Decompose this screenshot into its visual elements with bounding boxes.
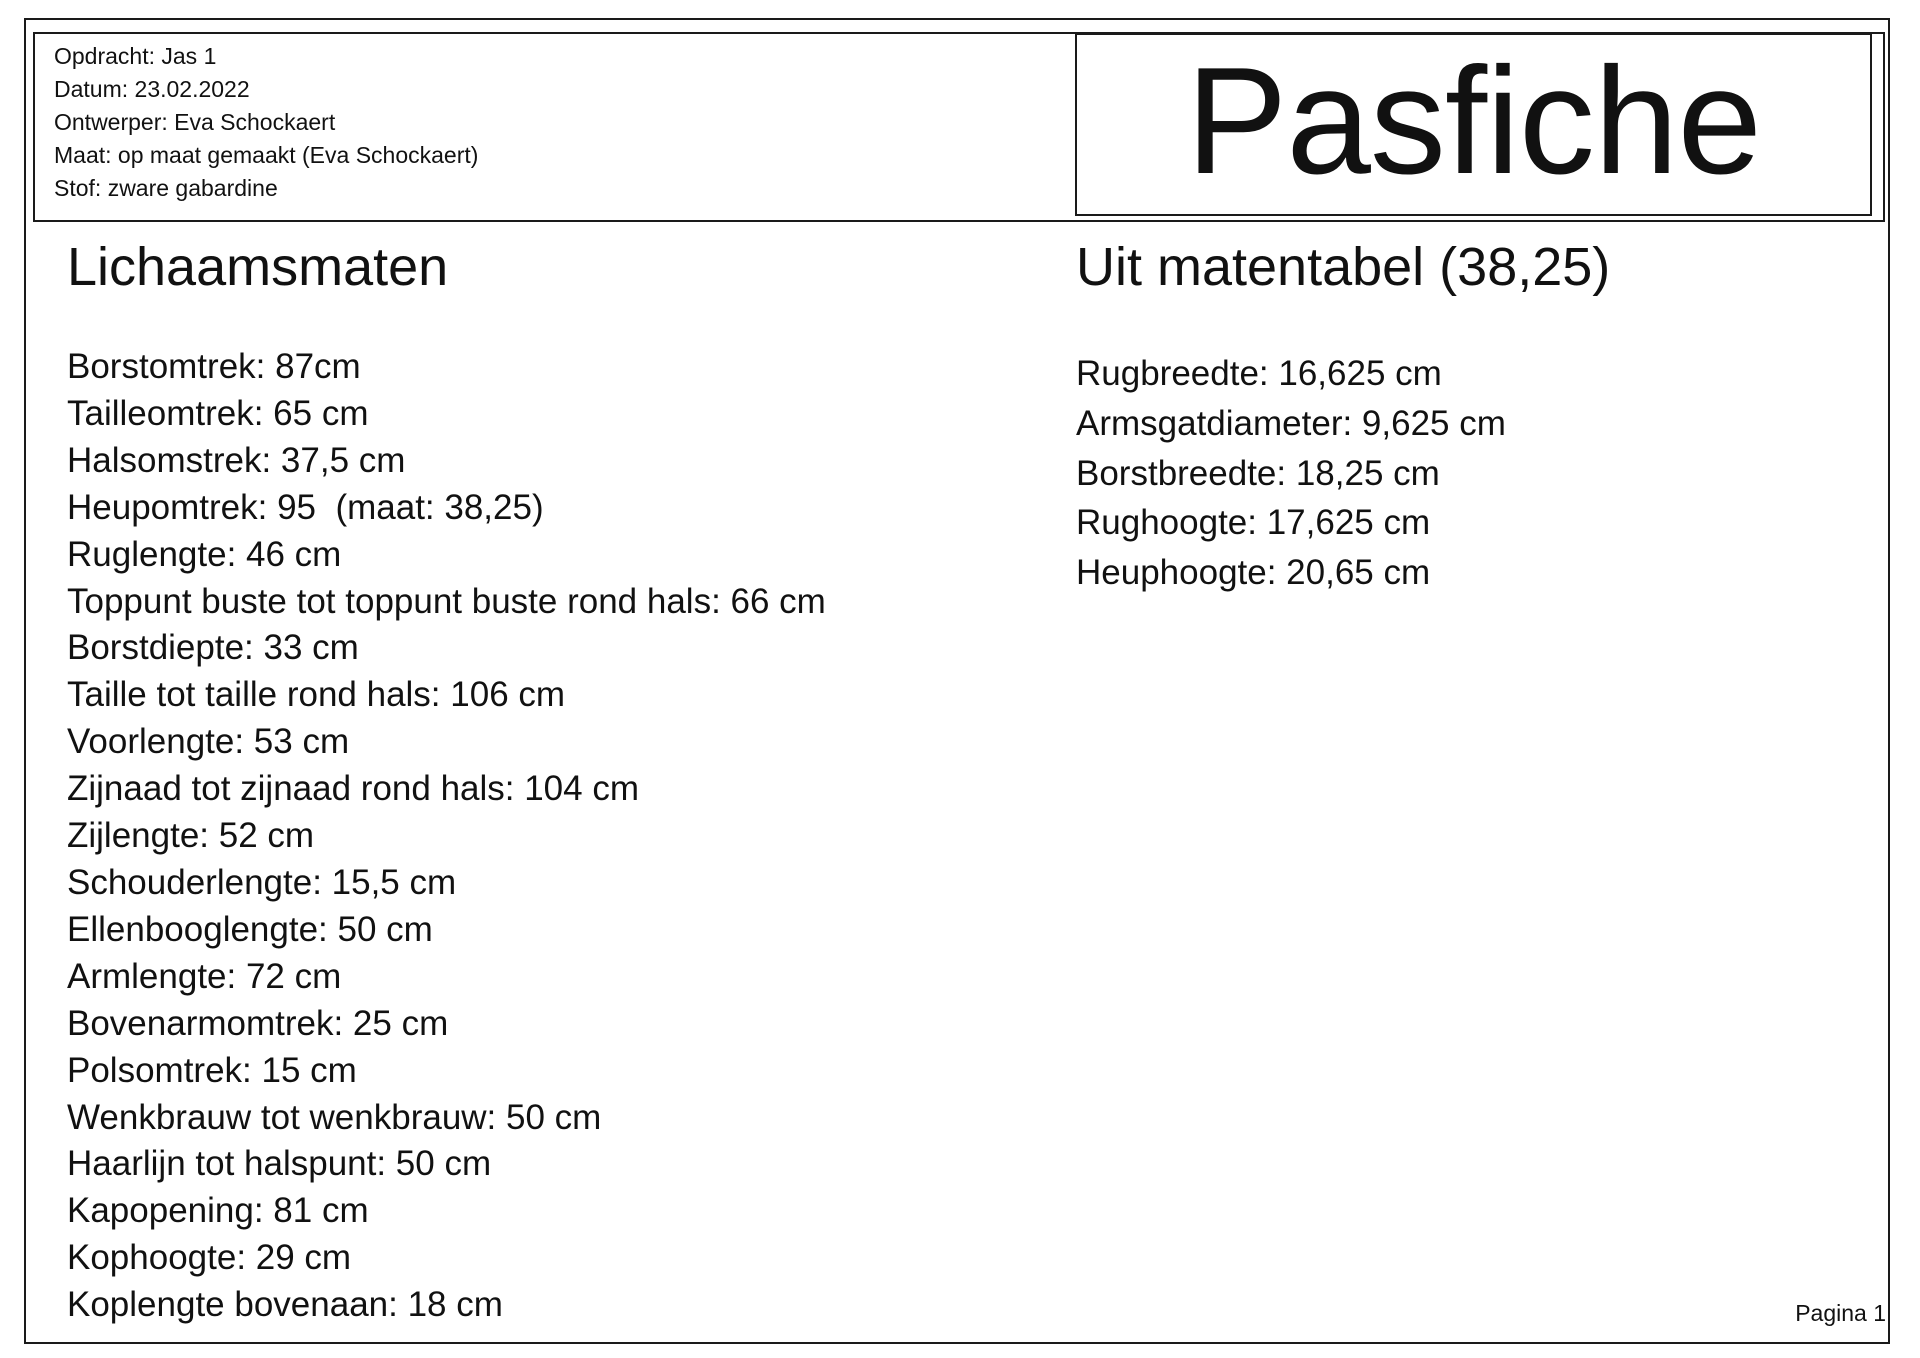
measurement-item: Koplengte bovenaan: 18 cm (67, 1285, 503, 1325)
title-box (1075, 33, 1872, 216)
header-info (54, 40, 478, 205)
page-title: Pasfiche (1186, 35, 1761, 206)
measurement-item: Haarlijn tot halspunt: 50 cm (67, 1144, 492, 1184)
measurement-item: Zijlengte: 52 cm (67, 816, 315, 856)
page-number: Pagina 1 (1795, 1300, 1886, 1326)
size-table-item: Armsgatdiameter: 9,625 cm (1076, 403, 1506, 443)
measurement-item: Bovenarmomtrek: 25 cm (67, 1003, 449, 1043)
measurement-item: Polsomtrek: 15 cm (67, 1050, 357, 1090)
measurement-item: Taille tot taille rond hals: 106 cm (67, 675, 566, 715)
measurement-item: Kophoogte: 29 cm (67, 1238, 352, 1278)
measurement-item: Borstdiepte: 33 cm (67, 628, 359, 668)
date-line: Datum: 23.02.2022 (54, 76, 250, 102)
measurement-item: Toppunt buste tot toppunt buste rond hals: 66 cm (67, 581, 826, 621)
measurement-item: Schouderlengte: 15,5 cm (67, 862, 457, 902)
measurement-item: Kapopening: 81 cm (67, 1191, 369, 1231)
measurement-item: Borstomtrek: 87cm (67, 347, 361, 386)
designer-line: Ontwerper: Eva Schockaert (54, 109, 336, 135)
measurement-item: Halsomstrek: 37,5 cm (67, 440, 406, 480)
measurement-item: Heupomtrek: 95 (maat: 38,25) (67, 487, 544, 527)
measurement-item: Ellenbooglengte: 50 cm (67, 909, 433, 949)
measurement-item: Voorlengte: 53 cm (67, 722, 350, 762)
size-table-item: Heuphoogte: 20,65 cm (1076, 553, 1431, 593)
size-table-heading: Uit matentabel (38,25) (1076, 237, 1611, 297)
size-table-item: Rughoogte: 17,625 cm (1076, 503, 1431, 543)
measurement-item: Tailleomtrek: 65 cm (67, 393, 369, 433)
size-table-item: Borstbreedte: 18,25 cm (1076, 453, 1440, 493)
size-line: Maat: op maat gemaakt (Eva Schockaert) (54, 142, 479, 168)
measurement-item: Wenkbrauw tot wenkbrauw: 50 cm (67, 1097, 602, 1137)
size-table-item: Rugbreedte: 16,625 cm (1076, 354, 1442, 393)
body-measurements-list (67, 344, 826, 1329)
body-measurements-heading: Lichaamsmaten (67, 237, 449, 297)
measurement-item: Ruglengte: 46 cm (67, 534, 342, 574)
fabric-line: Stof: zware gabardine (54, 175, 278, 201)
measurement-item: Armlengte: 72 cm (67, 956, 342, 996)
size-table-list (1076, 349, 1506, 598)
measurement-item: Zijnaad tot zijnaad rond hals: 104 cm (67, 769, 639, 809)
assignment-line: Opdracht: Jas 1 (54, 43, 217, 69)
